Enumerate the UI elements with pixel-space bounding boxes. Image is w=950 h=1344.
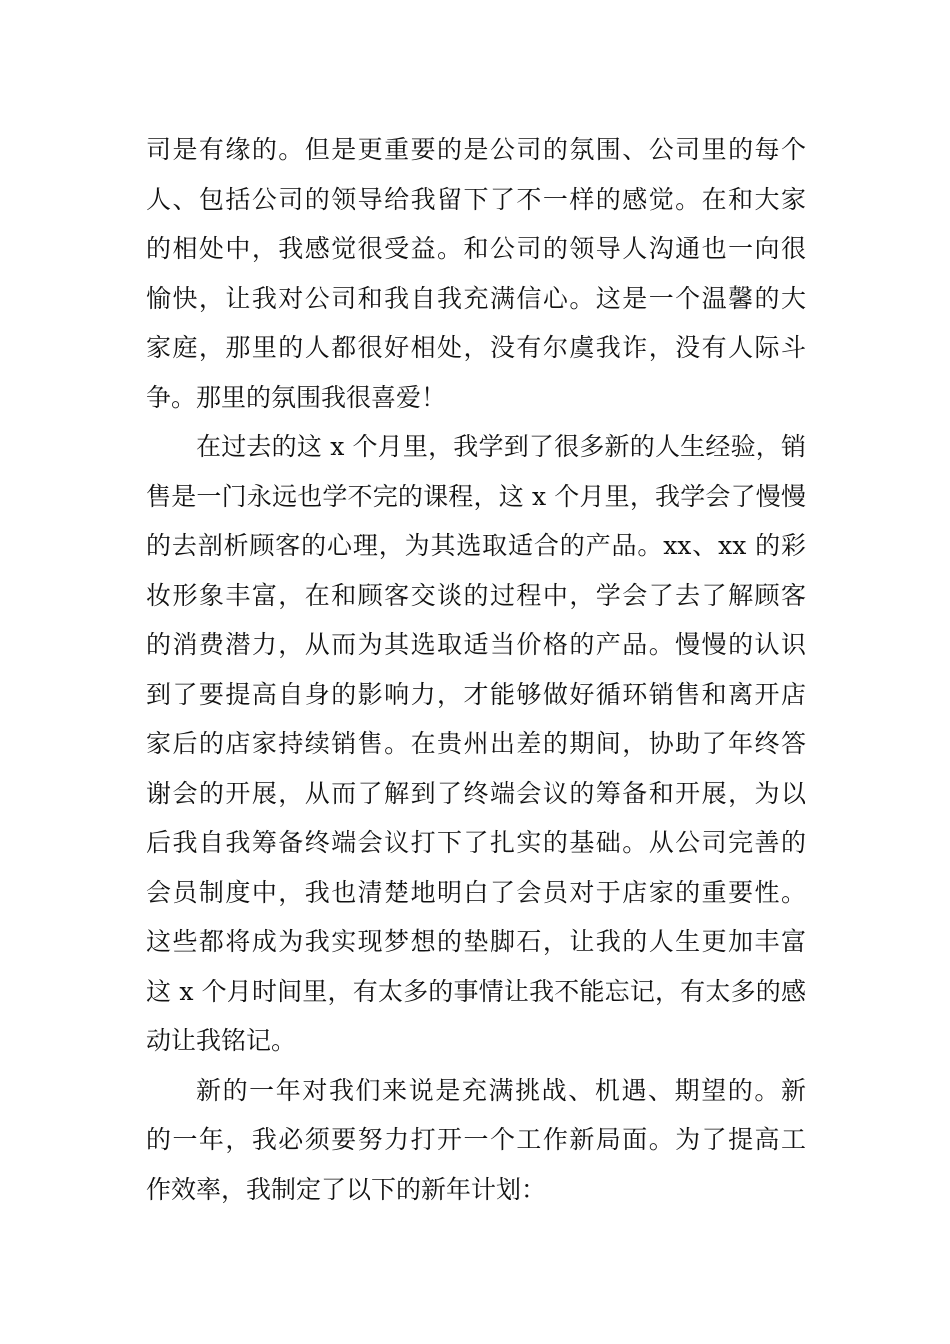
text-line: 的去剖析顾客的心理，为其选取适合的产品。xx、xx 的彩 xyxy=(146,531,806,560)
text-line: 司是有缘的。但是更重要的是公司的氛围、公司里的每个 xyxy=(146,135,806,164)
text-line: 到了要提高自身的影响力，才能够做好循环销售和离开店 xyxy=(146,679,806,709)
text-line: 这些都将成为我实现梦想的垫脚石，让我的人生更加丰富 xyxy=(146,927,806,956)
text-line: 妆形象丰富，在和顾客交谈的过程中，学会了去了解顾客 xyxy=(146,580,806,610)
text-line: 在过去的这 x 个月里，我学到了很多新的人生经验，销 xyxy=(196,432,806,461)
text-line: 作效率，我制定了以下的新年计划： xyxy=(146,1174,547,1204)
text-line: 争。那里的氛围我很喜爱！ xyxy=(146,382,447,412)
text-line: 人、包括公司的领导给我留下了不一样的感觉。在和大家 xyxy=(146,184,806,214)
text-line: 愉快，让我对公司和我自我充满信心。这是一个温馨的大 xyxy=(146,283,806,313)
text-line: 谢会的开展，从而了解到了终端会议的筹备和开展，为以 xyxy=(146,778,806,808)
text-line: 家庭，那里的人都很好相处，没有尔虞我诈，没有人际斗 xyxy=(146,333,806,362)
text-line: 动让我铭记。 xyxy=(146,1026,297,1055)
body-text xyxy=(146,125,806,1214)
text-line: 会员制度中，我也清楚地明白了会员对于店家的重要性。 xyxy=(146,877,806,907)
text-line: 的一年，我必须要努力打开一个工作新局面。为了提高工 xyxy=(146,1125,806,1154)
text-line: 家后的店家持续销售。在贵州出差的期间，协助了年终答 xyxy=(146,729,806,758)
text-line: 这 x 个月时间里，有太多的事情让我不能忘记，有太多的感 xyxy=(146,976,806,1006)
text-line: 新的一年对我们来说是充满挑战、机遇、期望的。新 xyxy=(196,1075,806,1105)
text-line: 售是一门永远也学不完的课程，这 x 个月里，我学会了慢慢 xyxy=(146,481,806,511)
paragraph-1 xyxy=(146,125,806,422)
text-line: 的相处中，我感觉很受益。和公司的领导人沟通也一向很 xyxy=(146,234,806,263)
paragraph-2 xyxy=(146,422,806,1066)
text-line: 后我自我筹备终端会议打下了扎实的基础。从公司完善的 xyxy=(146,828,806,857)
paragraph-3 xyxy=(146,1066,806,1215)
text-line: 的消费潜力，从而为其选取适当价格的产品。慢慢的认识 xyxy=(146,630,806,659)
